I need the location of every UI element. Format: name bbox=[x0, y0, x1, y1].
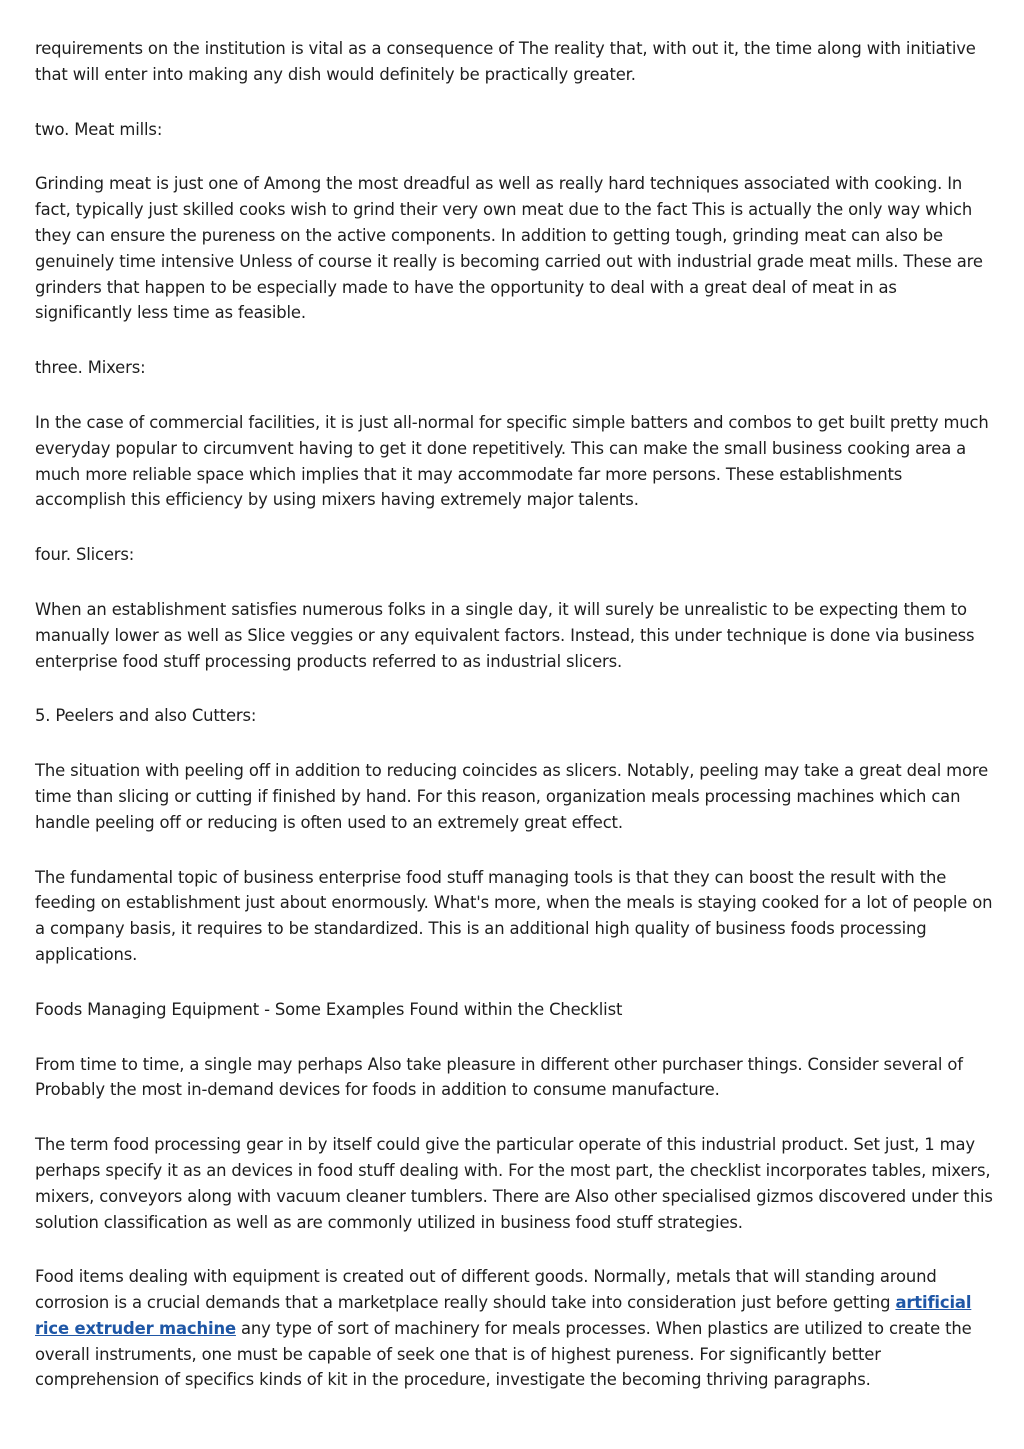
heading-peelers-cutters: 5. Peelers and also Cutters: bbox=[35, 706, 257, 726]
paragraph-meat-mills: Grinding meat is just one of Among the most dreadful as well as really hard techniques associated with cooking. In fact, typically just skilled cooks wish to grind their very own meat due to the fact This is actually the only way which they can ensure the pureness on the active components. In addition to getting tough, grinding meat can also be genuinely time intensive Unless of course it really is becoming carried out with industrial grade meat mills. These are grinders that happen to be especially made to have the opportunity to deal with a great deal of meat in as significantly less time as feasible. bbox=[35, 174, 983, 323]
paragraph-text-after-link: any type of sort of machinery for meals processes. When plastics are utilized to create the overall instruments, one must be capable of seek one that is of highest pureness. For significantly better comprehension of specifics kinds of kit in the procedure, investigate the becoming thriving paragraphs. bbox=[35, 1318, 972, 1390]
paragraph-intro-continued: requirements on the institution is vital as a consequence of The reality that, with out it, the time along with initiative that will enter into making any dish would definitely be practically greater. bbox=[35, 39, 976, 84]
paragraph-text-before-link: Food items dealing with equipment is created out of different goods. Normally, metals that will standing around corrosion is a crucial demands that a marketplace really should take into consideration just before getting bbox=[35, 1267, 937, 1313]
heading-meat-mills: two. Meat mills: bbox=[35, 119, 163, 139]
paragraph-term-food-processing: The term food processing gear in by itself could give the particular operate of this industrial product. Set just, 1 may perhaps specify it as an devices in food stuff dealing with. For the most part, the checklist incorporates tables, mixers, mixers, conveyors along with vacuum cleaner tumblers. There are Also other specialised gizmos discovered under this solution classification as well as are commonly utilized in business food stuff strategies. bbox=[35, 1135, 993, 1232]
heading-mixers: three. Mixers: bbox=[35, 358, 146, 378]
paragraph-slicers: When an establishment satisfies numerous folks in a single day, it will surely be unrealistic to be expecting them to manually lower as well as Slice veggies or any equivalent factors. Instead, this under technique is done via business enterprise food stuff processing products referred to as industrial slicers. bbox=[35, 599, 975, 671]
paragraph-fundamental-topic: The fundamental topic of business enterprise food stuff managing tools is that they can boost the result with the feeding on establishment just about enormously. What's more, when the meals is staying cooked for a lot of people on a company basis, it requires to be standardized. This is an additional high quality of business foods processing applications. bbox=[35, 867, 993, 964]
paragraph-peelers-cutters: The situation with peeling off in addition to reducing coincides as slicers. Notably, peeling may take a great deal more time than slicing or cutting if finished by hand. For this reason, organization meals processing machines which can handle peeling off or reducing is often used to an extremely great effect. bbox=[35, 761, 989, 832]
paragraph-time-to-time: From time to time, a single may perhaps Also take pleasure in different other purchaser things. Consider several of Probably the most in-demand devices for foods in addition to consume manufacture. bbox=[35, 1054, 963, 1100]
document-body bbox=[35, 36, 993, 1422]
paragraph-mixers: In the case of commercial facilities, it is just all-normal for specific simple batters and combos to get built pretty much everyday popular to circumvent having to get it done repetitively. This can make the small business cooking area a much more reliable space which implies that it may accommodate far more persons. These establishments accomplish this efficiency by using mixers having extremely major talents. bbox=[35, 412, 989, 510]
heading-slicers: four. Slicers: bbox=[35, 545, 135, 565]
artificial-rice-extruder-link[interactable]: artificial rice extruder machine bbox=[35, 1293, 972, 1338]
paragraph-food-items-dealing bbox=[35, 1264, 993, 1393]
heading-foods-managing-equipment: Foods Managing Equipment - Some Examples Found within the Checklist bbox=[35, 999, 623, 1019]
